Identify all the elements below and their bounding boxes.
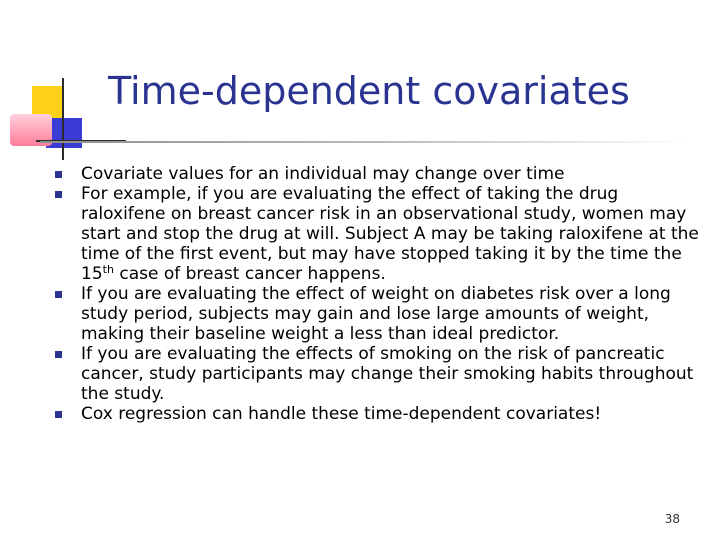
bullet-item — [50, 344, 700, 404]
bullet-list — [50, 164, 700, 424]
bullet-square-icon — [55, 351, 62, 358]
bullet-square-icon — [55, 171, 62, 178]
bullet-text: Covariate values for an individual may change over time — [81, 164, 565, 184]
bullet-square-icon — [55, 191, 62, 198]
bullet-text — [81, 184, 699, 284]
bullet-text-part: For example, if you are evaluating the effect of taking the drug raloxifene on breast cancer risk in an observational study, women may start and stop the drug at will. Subject A may be taking raloxifene at the time of the first event, but may have stopped taking it by the time the 15 — [81, 184, 699, 284]
bullet-item — [50, 184, 700, 284]
slide-title: Time-dependent covariates — [108, 69, 630, 113]
bullet-item — [50, 284, 700, 344]
title-divider — [40, 141, 690, 143]
ordinal-suffix: th — [102, 263, 114, 276]
bullet-text: If you are evaluating the effect of weight on diabetes risk over a long study period, subjects may gain and lose large amounts of weight, making their baseline weight a less than ideal predictor. — [81, 284, 671, 344]
bullet-item — [50, 404, 700, 424]
bullet-square-icon — [55, 411, 62, 418]
bullet-square-icon — [55, 291, 62, 298]
bullet-text: If you are evaluating the effects of smoking on the risk of pancreatic cancer, study participants may change their smoking habits throughout the study. — [81, 344, 694, 404]
bullet-item — [50, 164, 700, 184]
logo-vertical-line — [62, 78, 64, 160]
bullet-text: Cox regression can handle these time-dependent covariates! — [81, 404, 602, 424]
page-number: 38 — [664, 512, 680, 526]
bullet-text-part: case of breast cancer happens. — [113, 264, 386, 284]
